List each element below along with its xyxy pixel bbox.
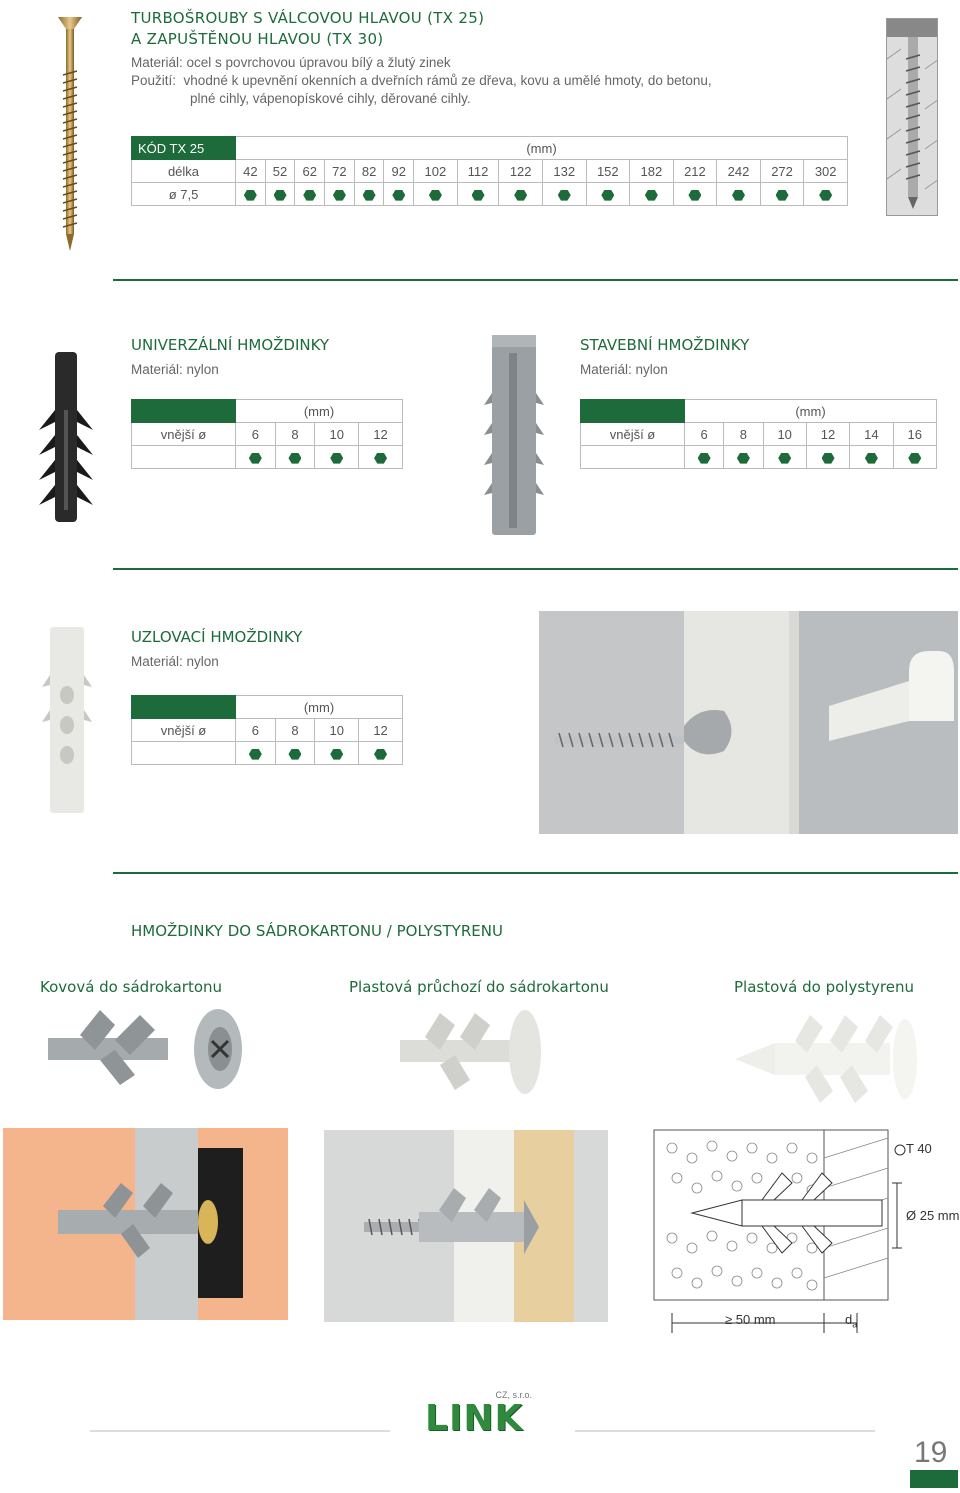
- metal-anchor-installed-photo: [3, 1128, 288, 1320]
- availability-dot-icon: [778, 453, 791, 464]
- construction-size-value-cell: 10: [763, 423, 806, 446]
- section-divider-1: [113, 279, 958, 281]
- screw-length-value-cell: 132: [542, 160, 586, 183]
- availability-dot-icon: [514, 190, 527, 201]
- knot-anchor-photo: [539, 611, 958, 834]
- availability-dot-icon: [363, 190, 376, 201]
- construction-anchor-image: [484, 333, 544, 538]
- material-label: Materiál:: [131, 55, 183, 70]
- section3-title: STAVEBNÍ HMOŽDINKY: [580, 336, 750, 354]
- section4-unit: (mm): [236, 696, 403, 719]
- screw-length-dot-cell: [499, 183, 543, 206]
- availability-dot-icon: [429, 190, 442, 201]
- availability-dot-icon: [822, 453, 835, 464]
- screw-length-value-cell: 62: [295, 160, 325, 183]
- availability-dot-icon: [374, 749, 387, 760]
- material-value: ocel s povrchovou úpravou bílý a žlutý zinek: [186, 55, 451, 70]
- section4-title: UZLOVACÍ HMOŽDINKY: [131, 628, 303, 646]
- availability-dot-icon: [274, 190, 287, 201]
- construction-size-dot-cell: [893, 446, 936, 469]
- construction-size-value-cell: 12: [806, 423, 849, 446]
- knot-size-value-cell: 6: [236, 719, 276, 742]
- availability-dot-icon: [601, 190, 614, 201]
- screw-length-dot-cell: [542, 183, 586, 206]
- availability-dot-icon: [688, 190, 701, 201]
- construction-size-dot-cell: [806, 446, 849, 469]
- availability-dot-icon: [330, 749, 343, 760]
- section5-title: HMOŽDINKY DO SÁDROKARTONU / POLYSTYRENU: [131, 922, 503, 940]
- availability-dot-icon: [737, 453, 750, 464]
- section-divider-3: [113, 872, 958, 874]
- polystyrene-anchor-image: [735, 1013, 920, 1105]
- metal-drywall-anchor-title: Kovová do sádrokartonu: [40, 978, 223, 996]
- turbo-screw-image: [50, 15, 90, 255]
- availability-dot-icon: [374, 453, 387, 464]
- screw-length-value-cell: 152: [586, 160, 630, 183]
- screw-length-value-cell: 102: [414, 160, 458, 183]
- screw-length-dot-cell: [414, 183, 458, 206]
- section4-header-cell: [132, 696, 236, 719]
- screw-length-value-cell: 272: [760, 160, 804, 183]
- diagram-diameter-label: Ø 25 mm: [906, 1208, 960, 1223]
- construction-size-value-cell: 8: [724, 423, 763, 446]
- knot-size-dot-cell: [236, 742, 276, 765]
- availability-dot-icon: [392, 190, 405, 201]
- section1-description: [131, 54, 712, 108]
- availability-dot-icon: [244, 190, 257, 201]
- section2-title: UNIVERZÁLNÍ HMOŽDINKY: [131, 336, 330, 354]
- screw-length-value-cell: 182: [630, 160, 674, 183]
- use-value-line2: plné cihly, vápenopískové cihly, děrované cihly.: [190, 91, 471, 106]
- availability-dot-icon: [333, 190, 346, 201]
- availability-dot-icon: [865, 453, 878, 464]
- knot-size-dot-cell: [275, 742, 315, 765]
- section3-material: Materiál: nylon: [580, 362, 668, 377]
- screw-length-dot-cell: [804, 183, 848, 206]
- universal-size-dot-cell: [275, 446, 315, 469]
- screw-length-dot-cell: [384, 183, 414, 206]
- section2-row-label: vnější ø: [132, 423, 236, 446]
- availability-dot-icon: [732, 190, 745, 201]
- availability-dot-icon: [249, 749, 262, 760]
- table-unit-header: (mm): [236, 137, 848, 160]
- screw-in-wall-diagram: [886, 18, 938, 216]
- construction-anchor-table: [580, 399, 937, 469]
- availability-dot-icon: [776, 190, 789, 201]
- diagram-da-sub: a: [852, 1319, 858, 1330]
- polystyrene-anchor-diagram: [652, 1128, 960, 1338]
- footer-line-right: [575, 1430, 875, 1432]
- construction-size-dot-cell: [850, 446, 893, 469]
- screw-length-dot-cell: [325, 183, 355, 206]
- construction-size-dot-cell: [685, 446, 724, 469]
- universal-anchor-table: [131, 399, 403, 469]
- universal-size-dot-cell: [315, 446, 359, 469]
- screw-length-dot-cell: [673, 183, 717, 206]
- knot-size-value-cell: 10: [315, 719, 359, 742]
- screw-length-value-cell: 302: [804, 160, 848, 183]
- section2-header-cell: [132, 400, 236, 423]
- plastic-drywall-anchor-title: Plastová průchozí do sádrokartonu: [349, 978, 609, 996]
- screw-length-value-cell: 42: [236, 160, 266, 183]
- screw-length-value-cell: 242: [717, 160, 761, 183]
- universal-size-value-cell: 6: [236, 423, 276, 446]
- section3-empty-cell: [581, 446, 685, 469]
- availability-dot-icon: [303, 190, 316, 201]
- use-value-line1: vhodné k upevnění okenních a dveřních rámů ze dřeva, kovu a umělé hmoty, do betonu,: [183, 73, 712, 88]
- screw-length-value-cell: 212: [673, 160, 717, 183]
- use-label: Použití:: [131, 73, 177, 88]
- link-logo: [425, 1390, 540, 1440]
- screw-length-value-cell: 82: [354, 160, 384, 183]
- diagram-torx-label: T 40: [906, 1141, 932, 1156]
- construction-size-value-cell: 16: [893, 423, 936, 446]
- section1-title-line1: TURBOŠROUBY S VÁLCOVOU HLAVOU (TX 25): [131, 9, 485, 27]
- logo-text: LINK: [425, 1398, 524, 1439]
- plastic-drywall-anchor-image: [395, 1005, 545, 1100]
- universal-size-value-cell: 8: [275, 423, 315, 446]
- screw-length-dot-cell: [236, 183, 266, 206]
- availability-dot-icon: [558, 190, 571, 201]
- availability-dot-icon: [819, 190, 832, 201]
- universal-size-dot-cell: [359, 446, 403, 469]
- screw-length-dot-cell: [760, 183, 804, 206]
- section1-title: [131, 8, 484, 50]
- universal-size-value-cell: 10: [315, 423, 359, 446]
- diagram-depth-label: ≥ 50 mm: [725, 1312, 776, 1327]
- availability-dot-icon: [288, 453, 301, 464]
- diagram-da-label: [845, 1312, 857, 1330]
- knot-size-value-cell: 8: [275, 719, 315, 742]
- plastic-anchor-installed-photo: [324, 1130, 608, 1322]
- construction-size-dot-cell: [724, 446, 763, 469]
- section-divider-2: [113, 568, 958, 570]
- section1-title-line2: A ZAPUŠTĚNOU HLAVOU (TX 30): [131, 30, 384, 48]
- availability-dot-icon: [908, 453, 921, 464]
- section4-empty-cell: [132, 742, 236, 765]
- section4-row-label: vnější ø: [132, 719, 236, 742]
- diameter-label: ø 7,5: [132, 183, 236, 206]
- availability-dot-icon: [249, 453, 262, 464]
- footer-line-left: [90, 1430, 390, 1432]
- section2-material: Materiál: nylon: [131, 362, 219, 377]
- universal-size-dot-cell: [236, 446, 276, 469]
- screw-length-dot-cell: [265, 183, 295, 206]
- availability-dot-icon: [330, 453, 343, 464]
- screw-length-dot-cell: [717, 183, 761, 206]
- logo-subtext: CZ, s.r.o.: [495, 1390, 532, 1400]
- page-number: 19: [914, 1436, 948, 1469]
- screw-length-value-cell: 92: [384, 160, 414, 183]
- screw-length-value-cell: 52: [265, 160, 295, 183]
- knot-size-dot-cell: [359, 742, 403, 765]
- screw-length-value-cell: 112: [457, 160, 499, 183]
- knot-anchor-image: [40, 625, 95, 815]
- polystyrene-anchor-title: Plastová do polystyrenu: [734, 978, 914, 996]
- knot-size-dot-cell: [315, 742, 359, 765]
- section3-header-cell: [581, 400, 685, 423]
- construction-size-dot-cell: [763, 446, 806, 469]
- screw-length-value-cell: 122: [499, 160, 543, 183]
- page-number-bar: [910, 1470, 958, 1488]
- knot-size-value-cell: 12: [359, 719, 403, 742]
- availability-dot-icon: [288, 749, 301, 760]
- construction-size-value-cell: 6: [685, 423, 724, 446]
- section4-material: Materiál: nylon: [131, 654, 219, 669]
- section2-empty-cell: [132, 446, 236, 469]
- metal-drywall-anchor-image: [40, 1005, 245, 1095]
- screw-length-dot-cell: [354, 183, 384, 206]
- screw-length-dot-cell: [586, 183, 630, 206]
- screw-length-dot-cell: [457, 183, 499, 206]
- screw-length-dot-cell: [295, 183, 325, 206]
- availability-dot-icon: [472, 190, 485, 201]
- knot-anchor-table: [131, 695, 403, 765]
- universal-size-value-cell: 12: [359, 423, 403, 446]
- availability-dot-icon: [645, 190, 658, 201]
- screw-length-value-cell: 72: [325, 160, 355, 183]
- section2-unit: (mm): [236, 400, 403, 423]
- screw-length-dot-cell: [630, 183, 674, 206]
- construction-size-value-cell: 14: [850, 423, 893, 446]
- section3-unit: (mm): [685, 400, 937, 423]
- section3-row-label: vnější ø: [581, 423, 685, 446]
- table-code-header: KÓD TX 25: [132, 137, 236, 160]
- universal-anchor-image: [35, 350, 95, 525]
- length-label: délka: [132, 160, 236, 183]
- screw-spec-table: [131, 136, 848, 206]
- diagram-da-main: d: [845, 1312, 853, 1327]
- availability-dot-icon: [698, 453, 711, 464]
